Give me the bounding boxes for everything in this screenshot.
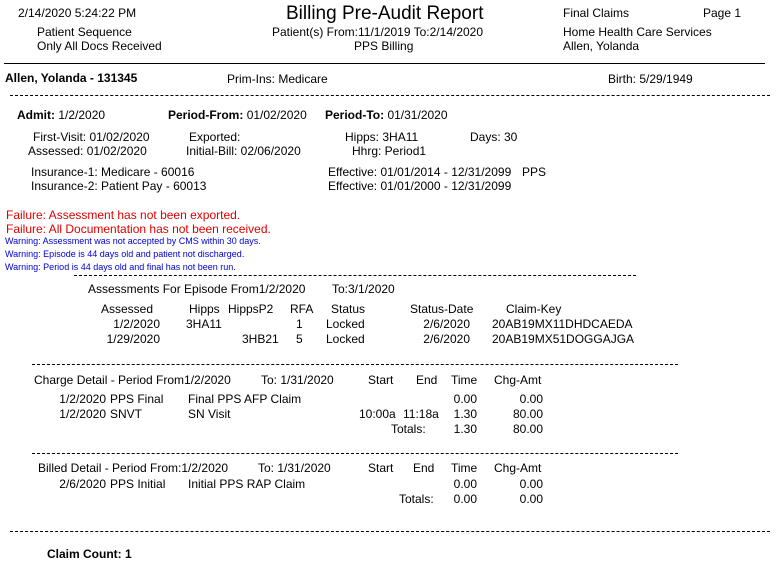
period-from-date: 01/02/2020 — [246, 108, 307, 122]
col-header-assessed: Assessed — [101, 302, 154, 316]
col-header-claim-key: Claim-Key — [506, 302, 562, 316]
effective-2: Effective: 01/01/2000 - 12/31/2099 — [328, 179, 512, 193]
assessment-status-date: 2/6/2020 — [423, 317, 470, 331]
assessment-date: 1/2/2020 — [113, 317, 160, 331]
assessment-rfa: 1 — [296, 317, 303, 331]
charge-code: PPS Final — [110, 392, 164, 406]
assessment-claim-key: 20AB19MX11DHDCAEDA — [492, 317, 633, 331]
insurance-1: Insurance-1: Medicare - 60016 — [31, 165, 195, 179]
assessments-to: To:3/1/2020 — [332, 282, 395, 296]
admit-label: Admit: — [17, 108, 55, 122]
claim-count: Claim Count: 1 — [47, 547, 132, 561]
billed-to: To: 1/31/2020 — [258, 461, 331, 475]
page-number: Page 1 — [703, 6, 742, 20]
effective-1-type: PPS — [522, 165, 547, 179]
charge-start: 10:00a — [359, 407, 396, 421]
charge-date: 1/2/2020 — [59, 392, 106, 406]
insurance-2: Insurance-2: Patient Pay - 60013 — [31, 179, 207, 193]
assessment-rfa: 5 — [296, 332, 303, 346]
exported: Exported: — [189, 130, 241, 144]
billed-col-end: End — [413, 461, 435, 475]
billed-col-time: Time — [451, 461, 478, 475]
assessment-hipps2: 3HB21 — [242, 332, 279, 346]
col-header-status-date: Status-Date — [410, 302, 474, 316]
patient-name-id: Allen, Yolanda - 131345 — [5, 71, 138, 85]
warning-message: Warning: Episode is 44 days old and patient not discharged. — [5, 249, 245, 259]
sequence-label: Patient Sequence — [37, 25, 132, 39]
period-to-date: 01/31/2020 — [387, 108, 448, 122]
admit-date: 1/2/2020 — [58, 108, 106, 122]
charges-totals-label: Totals: — [391, 422, 426, 436]
period-from-row — [168, 108, 307, 122]
days: Days: 30 — [470, 130, 518, 144]
birth-date: Birth: 5/29/1949 — [608, 72, 693, 86]
period-from-label: Period-From: — [168, 108, 244, 122]
charge-end: 11:18a — [403, 407, 439, 421]
charge-desc: SN Visit — [188, 407, 231, 421]
first-visit: First-Visit: 01/02/2020 — [33, 130, 150, 144]
charges-title: Charge Detail - Period From1/2/2020 — [34, 373, 231, 387]
charges-total-time: 1.30 — [453, 422, 477, 436]
patients-range: Patient(s) From:11/1/2019 To:2/14/2020 — [272, 25, 484, 39]
docs-filter: Only All Docs Received — [37, 39, 162, 53]
charges-to: To: 1/31/2020 — [261, 373, 334, 387]
charges-divider — [32, 364, 678, 365]
failure-message: Failure: Assessment has not been exported. — [6, 208, 241, 222]
billed-date: 2/6/2020 — [59, 477, 106, 491]
hipps: Hipps: 3HA11 — [345, 130, 419, 144]
assessment-hipps: 3HA11 — [186, 317, 222, 331]
billed-col-start: Start — [368, 461, 394, 475]
charge-date: 1/2/2020 — [59, 407, 106, 421]
patient-divider — [10, 95, 770, 96]
assessment-claim-key: 20AB19MX51DOGGAJGA — [492, 332, 635, 346]
agency-name: Home Health Care Services — [563, 25, 712, 39]
charge-time: 0.00 — [453, 392, 477, 406]
billed-desc: Initial PPS RAP Claim — [188, 477, 306, 491]
assessments-title: Assessments For Episode From1/2/2020 — [88, 282, 306, 296]
col-header-rfa: RFA — [290, 302, 314, 316]
charges-col-start: Start — [368, 373, 394, 387]
charge-code: SNVT — [110, 407, 143, 421]
assessment-status: Locked — [326, 332, 365, 346]
assessment-date: 1/29/2020 — [106, 332, 160, 346]
report-title: Billing Pre-Audit Report — [286, 3, 484, 24]
billed-title: Billed Detail - Period From:1/2/2020 — [38, 461, 229, 475]
billed-amount: 0.00 — [519, 477, 543, 491]
charge-desc: Final PPS AFP Claim — [188, 392, 302, 406]
failure-message: Failure: All Documentation has not been received. — [6, 222, 271, 236]
claim-type: Final Claims — [563, 6, 630, 20]
billed-total-amount: 0.00 — [519, 492, 543, 506]
assessments-divider — [74, 275, 636, 276]
charge-time: 1.30 — [453, 407, 477, 421]
charges-col-amt: Chg-Amt — [494, 373, 542, 387]
admit-row — [17, 108, 105, 122]
report-datetime: 2/14/2020 5:24:22 PM — [18, 6, 137, 20]
charges-col-end: End — [416, 373, 438, 387]
charges-col-time: Time — [451, 373, 478, 387]
billed-divider — [32, 453, 678, 454]
primary-insurance: Prim-Ins: Medicare — [227, 72, 328, 86]
patient-name-right: Allen, Yolanda — [563, 39, 640, 53]
warning-message: Warning: Period is 44 days old and final has not been run. — [5, 262, 236, 272]
assessment-status: Locked — [326, 317, 365, 331]
header-divider — [4, 63, 765, 64]
charge-amount: 80.00 — [512, 407, 543, 421]
billed-total-time: 0.00 — [453, 492, 477, 506]
billed-totals-label: Totals: — [399, 492, 434, 506]
charge-amount: 0.00 — [519, 392, 543, 406]
effective-1: Effective: 01/01/2014 - 12/31/2099 — [328, 165, 512, 179]
warning-message: Warning: Assessment was not accepted by CMS within 30 days. — [5, 236, 261, 246]
hhrg: Hhrg: Period1 — [352, 144, 427, 158]
assessment-status-date: 2/6/2020 — [423, 332, 470, 346]
billed-col-amt: Chg-Amt — [494, 461, 542, 475]
initial-bill: Initial-Bill: 02/06/2020 — [186, 144, 301, 158]
col-header-hipps: Hipps — [189, 302, 220, 316]
billing-type: PPS Billing — [354, 39, 414, 53]
footer-divider — [10, 531, 770, 532]
billed-code: PPS Initial — [110, 477, 166, 491]
period-to-label: Period-To: — [325, 108, 385, 122]
col-header-hipps2: HippsP2 — [228, 302, 274, 316]
assessed-date: Assessed: 01/02/2020 — [28, 144, 147, 158]
charges-total-amount: 80.00 — [512, 422, 543, 436]
period-to-row — [325, 108, 448, 122]
col-header-status: Status — [331, 302, 366, 316]
billed-time: 0.00 — [453, 477, 477, 491]
